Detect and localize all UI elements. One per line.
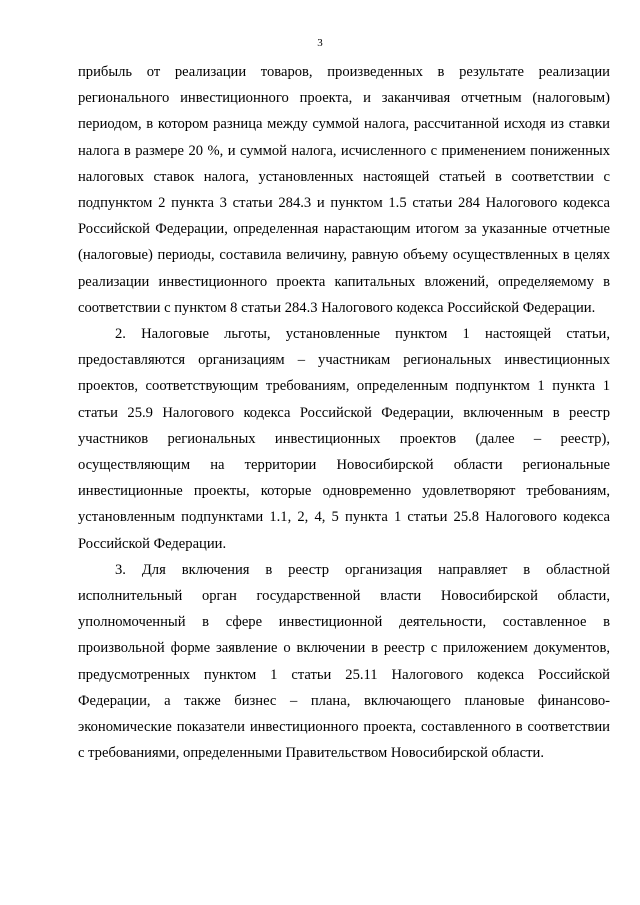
paragraph-3: 3. Для включения в реестр организация направляет в областной исполнительный орган государственной власти Новосибирской области, уполномоченный в сфере инвестиционной деятельности, составленное в произвольной форме заявление о включении в реестр с приложением документов, предусмотренных пунктом 1 статьи 25.11 Налогового кодекса Российской Федерации, а также бизнес – плана, включающего плановые финансово-экономические показатели инвестиционного проекта, составленного в соответствии с требованиями, определенными Правительством Новосибирской области. <box>78 561 610 762</box>
page-number: 3 <box>317 37 323 49</box>
paragraph-2: 2. Налоговые льготы, установленные пунктом 1 настоящей статьи, предоставляются организациям – участникам региональных инвестиционных проектов, соответствующим требованиям, определенным подпунктом 1 пункта 1 статьи 25.9 Налогового кодекса Российской Федерации, включенным в реестр участников региональных инвестиционных проектов (далее – реестр), осуществляющим на территории Новосибирской области региональные инвестиционные проекты, которые одновременно удовлетворяют требованиям, установленным подпунктами 1.1, 2, 4, 5 пункта 1 статьи 25.8 Налогового кодекса Российской Федерации. <box>78 326 610 552</box>
body-text <box>78 59 610 766</box>
paragraph-continuation: прибыль от реализации товаров, произведенных в результате реализации регионального инвестиционного проекта, и заканчивая отчетным (налоговым) периодом, в котором разница между суммой налога, рассчитанной исходя из ставки налога в размере 20 %, и суммой налога, исчисленного с применением пониженных налоговых ставок налога, установленных настоящей статьей в соответствии с подпунктом 2 пункта 3 статьи 284.3 и пунктом 1.5 статьи 284 Налогового кодекса Российской Федерации, определенная нарастающим итогом за указанные отчетные (налоговые) периоды, составила величину, равную объему осуществленных в целях реализации инвестиционного проекта капитальных вложений, определяемому в соответствии с пунктом 8 статьи 284.3 Налогового кодекса Российской Федерации. <box>78 64 610 316</box>
